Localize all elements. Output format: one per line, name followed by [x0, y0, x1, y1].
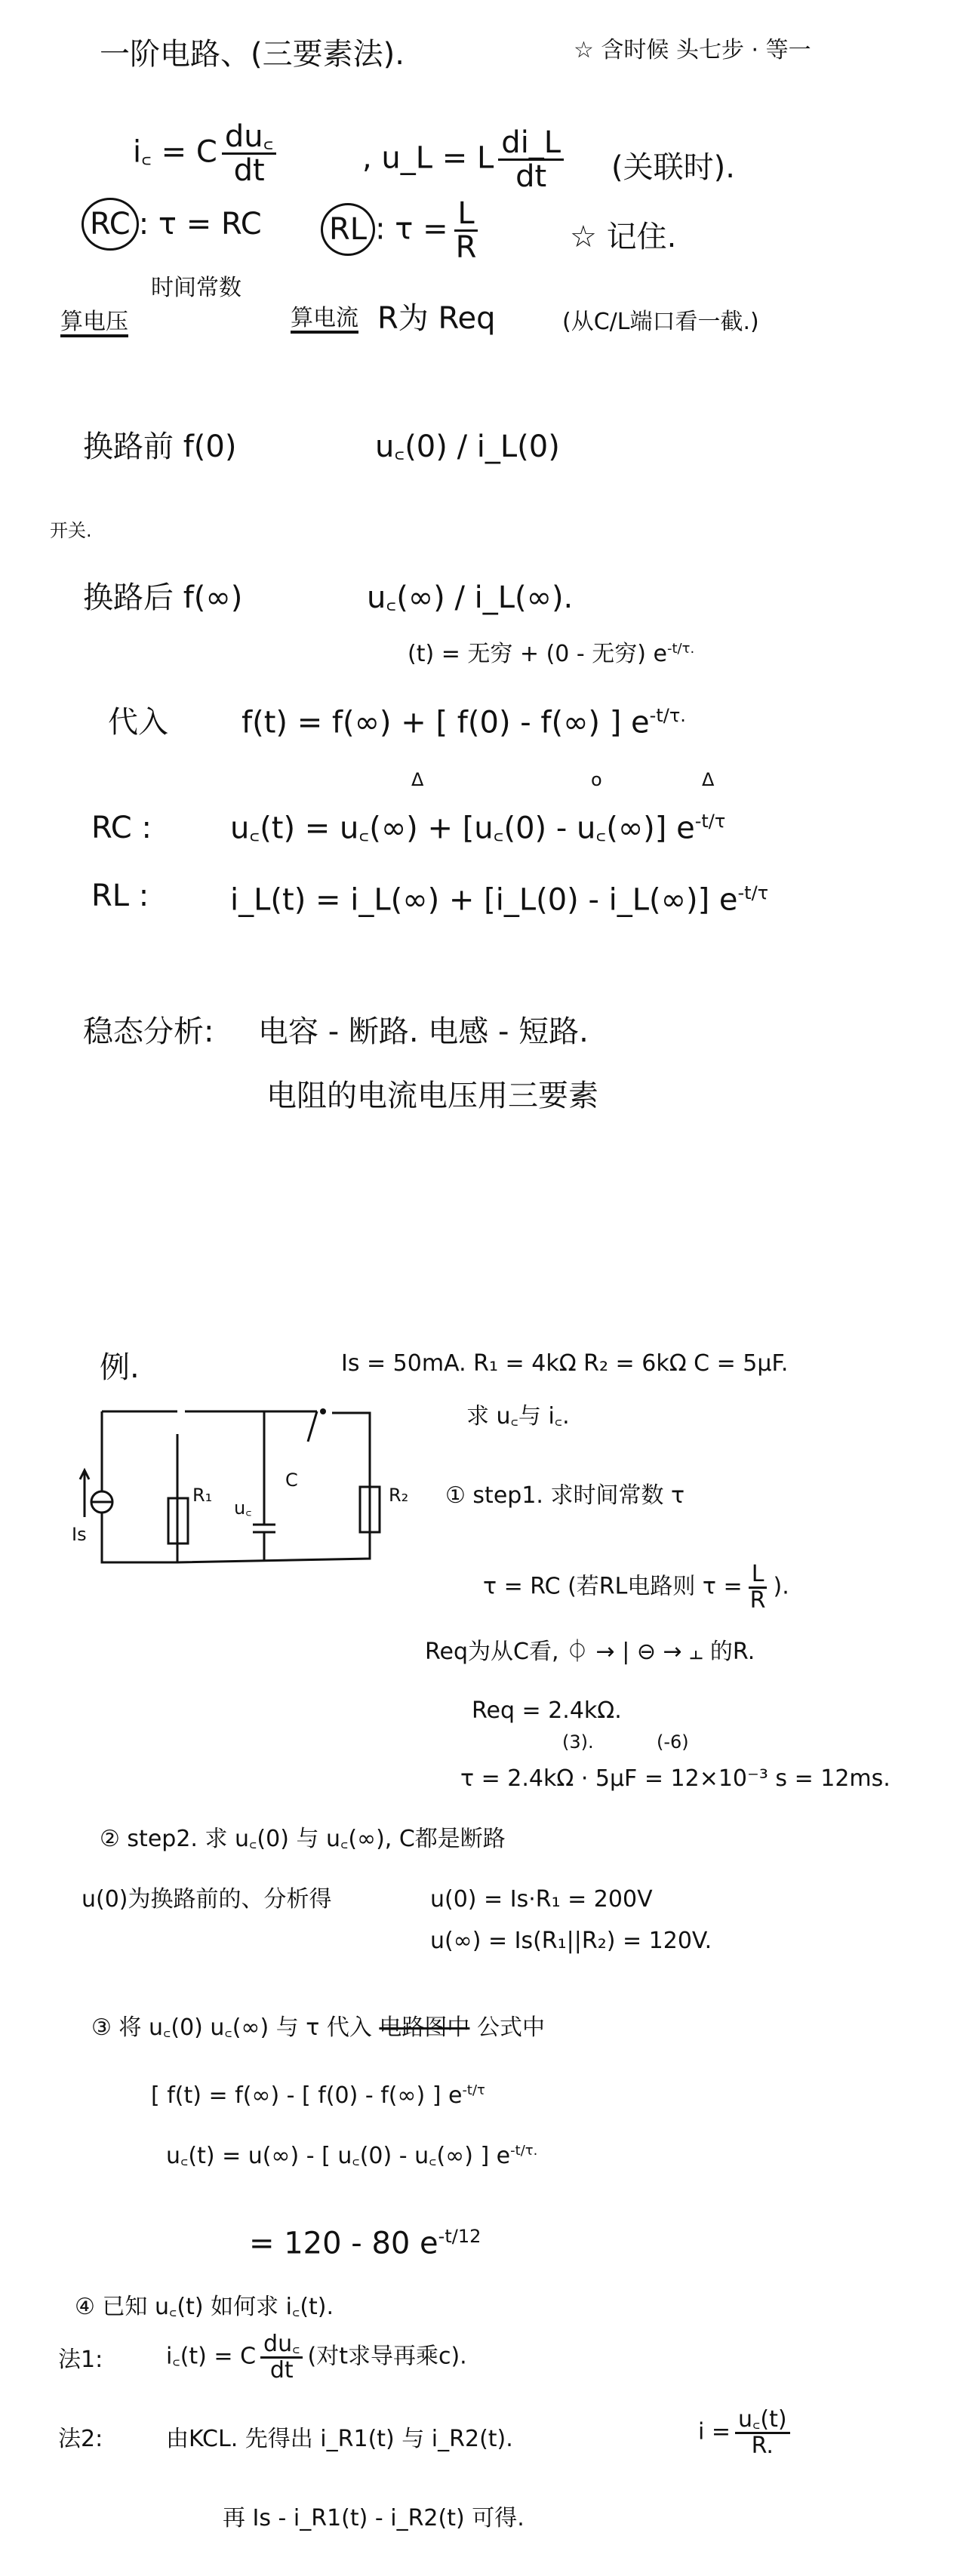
steady-label: 稳态分析:: [83, 1014, 214, 1049]
before-switch-label: 换路前 f(0): [83, 429, 237, 464]
rl-formula: i_L(t) = i_L(∞) + [i_L(0) - i_L(∞)] $e^{-t/\tau}$: [230, 882, 769, 918]
steady-rule-resistor: 电阻的电流电压用三要素: [266, 1079, 598, 1113]
rc-time-constant: RC : τ = RC: [82, 198, 262, 251]
calc-voltage-label: 算电压: [60, 309, 128, 337]
rl-time-constant: RL : τ = $\frac{L}{R}$: [321, 198, 484, 263]
req-paren-note: (从C/L端口看一截.): [562, 309, 759, 335]
rl-label: RL :: [91, 879, 149, 913]
steady-rule: 电容 - 断路. 电感 - 短路.: [258, 1014, 589, 1049]
mark-circle: o: [591, 769, 602, 790]
circuit-label-r2: R₂: [389, 1485, 409, 1506]
req-value: Req = 2.4kΩ.: [472, 1697, 622, 1724]
uinf-value: u(∞) = Is(R₁||R₂) = 120V.: [430, 1928, 712, 1954]
step1-heading: ① step1. 求时间常数 τ: [445, 1482, 685, 1509]
tau-value: τ = 2.4kΩ · 5μF = 12×10⁻³ s = 12ms.: [460, 1765, 891, 1792]
page-title: 一阶电路、(三要素法).: [100, 37, 405, 72]
example-label: 例.: [100, 1350, 140, 1385]
after-switch-values: u꜀(∞) / i_L(∞).: [367, 580, 574, 615]
req-note: R为 Req: [377, 301, 496, 336]
step2-heading: ② step2. 求 u꜀(0) 与 u꜀(∞), C都是断路: [100, 1826, 506, 1852]
rc-formula: u꜀(t) = u꜀(∞) + [u꜀(0) - u꜀(∞)] $e^{-t/\tau}$: [230, 811, 726, 846]
method1-formula: i꜀(t) = C $\frac{du꜀}{dt}$ (对t求导再乘c).: [166, 2331, 467, 2384]
time-constant-label: 时间常数: [151, 275, 242, 301]
substitute-label: 代入: [108, 705, 168, 740]
rc-label: RC :: [91, 811, 152, 845]
method2-final: 再 Is - i_R1(t) - i_R2(t) 可得.: [223, 2505, 525, 2531]
before-switch-values: u꜀(0) / i_L(0): [375, 429, 560, 464]
tau-rc-note: τ = RC (若RL电路则 τ = $\frac{L}{R}$ ).: [483, 1561, 789, 1614]
star-note: ☆ 含时候 头七步 · 等一: [574, 37, 811, 63]
u0-description: u(0)为换路前的、分析得: [82, 1886, 332, 1913]
after-switch-label: 换路后 f(∞): [83, 580, 243, 615]
step3-result: = 120 - 80 $e^{-t/12}$: [249, 2226, 481, 2261]
circuit-label-r1: R₁: [192, 1485, 213, 1506]
calc-current-label: 算电流: [291, 306, 358, 334]
method2-ohm-formula: i = $\frac{u꜀(t)}{R.}$: [698, 2408, 795, 2458]
inductor-voltage-formula: , u_L = L $\frac{di\_L}{dt}$: [362, 127, 568, 192]
associated-note: (关联时).: [611, 150, 735, 185]
mark-triangle: Δ: [411, 769, 424, 790]
circuit-label-c: C: [285, 1470, 298, 1491]
u0-value: u(0) = Is·R₁ = 200V: [430, 1886, 653, 1913]
find-statement: 求 u꜀与 i꜀.: [466, 1403, 570, 1430]
step3-uc-formula: u꜀(t) = u(∞) - [ u꜀(0) - u꜀(∞) ] $e^{-t/\tau.}$: [166, 2143, 538, 2169]
general-form: (t) = 无穷 + (0 - 无穷) $e^{-t/\tau.}$: [408, 641, 695, 667]
three-element-formula: f(t) = f(∞) + [ f(0) - f(∞) ] $e^{-t/\tau.}$: [242, 705, 686, 740]
exponent-note: (-6): [657, 1731, 689, 1753]
method2-text: 由KCL. 先得出 i_R1(t) 与 i_R2(t).: [166, 2426, 513, 2452]
circuit-label-uc: u꜀: [234, 1497, 252, 1519]
step3-general-formula: [ f(t) = f(∞) - [ f(0) - f(∞) ] $e^{-t/\tau}$: [151, 2082, 485, 2109]
exponent-note: (3).: [562, 1731, 594, 1753]
switch-label: 开关.: [50, 520, 92, 541]
circuit-label-is: Is: [72, 1524, 87, 1545]
step3-heading: ③ 将 u꜀(0) u꜀(∞) 与 τ 代入 电路图中 公式中: [91, 2014, 545, 2041]
given-values: Is = 50mA. R₁ = 4kΩ R₂ = 6kΩ C = 5μF.: [341, 1350, 789, 1377]
req-from-c: Req为从C看, ⏀ → | ⊖ → ⫠ 的R.: [425, 1639, 755, 1665]
circuit-diagram: [68, 1404, 392, 1585]
method1-label: 法1:: [58, 2347, 103, 2373]
remember-note: ☆ 记住.: [570, 220, 677, 254]
capacitor-current-formula: i꜀ = C $\frac{du꜀}{dt}$: [133, 121, 281, 186]
method2-label: 法2:: [58, 2426, 103, 2452]
step4-heading: ④ 已知 u꜀(t) 如何求 i꜀(t).: [75, 2294, 334, 2320]
mark-triangle: Δ: [702, 769, 715, 790]
